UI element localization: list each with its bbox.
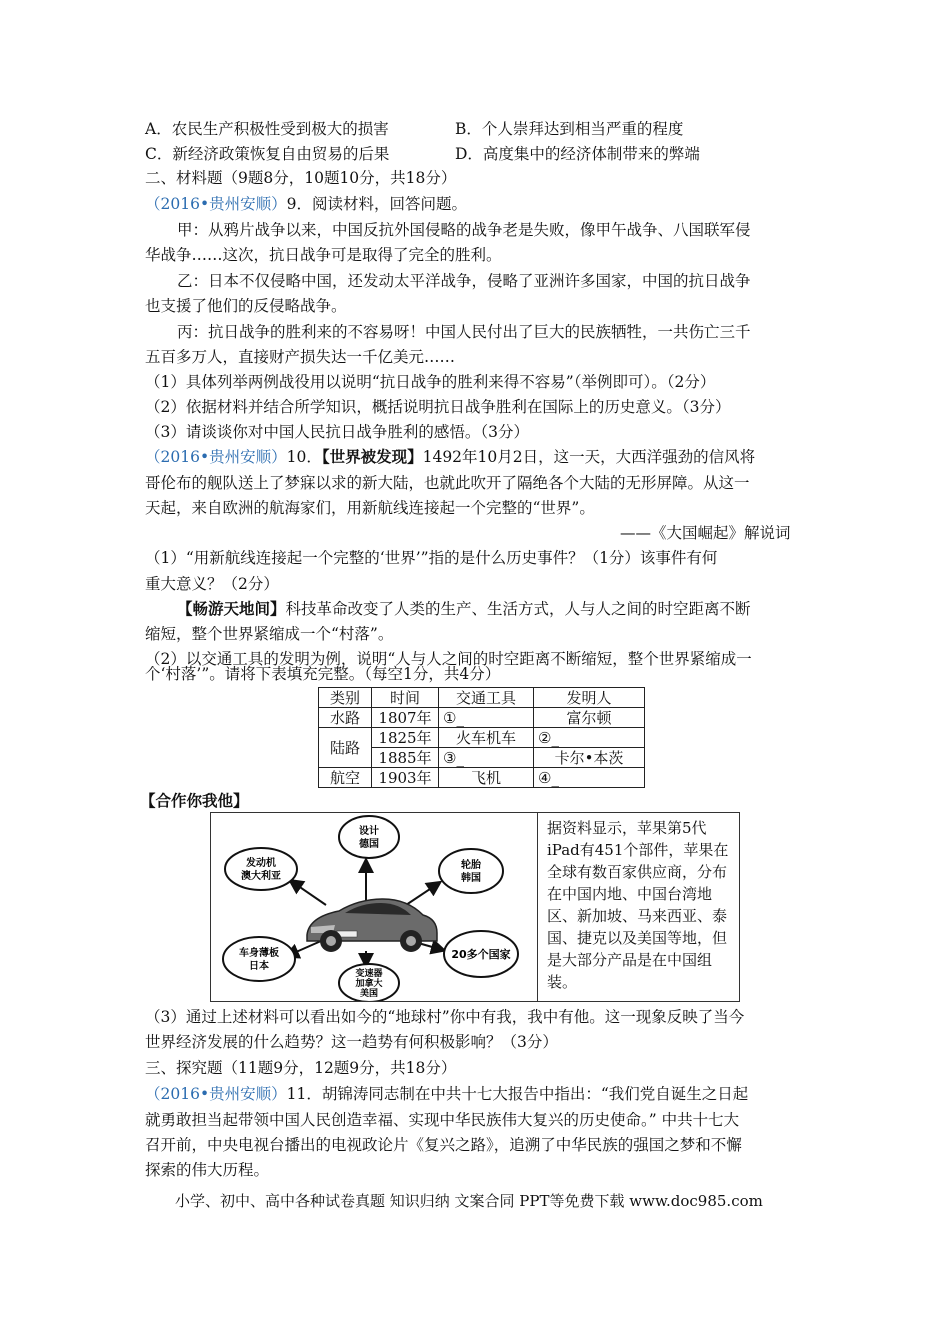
table-inventor: 卡尔•本茨: [534, 748, 645, 768]
q10-para2: [177, 598, 751, 620]
section2-title: 二、材料题（9题8分，10题10分，共18分）: [145, 169, 457, 187]
q10-num: 10．: [286, 448, 322, 466]
q9-stem: 9．阅读材料，回答问题。: [286, 195, 467, 213]
q9-jia-1: 甲：从鸦片战争以来，中国反抗外国侵略的战争老是失败，像甲午战争、八国联军侵: [177, 221, 751, 239]
q10-cite: ——《大国崛起》解说词: [620, 524, 791, 542]
option-c: C．新经济政策恢复自由贸易的后果: [145, 145, 390, 163]
q10-text1-2: 哥伦布的舰队送上了梦寐以求的新大陆，也就此吹开了隔绝各个大陆的无形屏障。从这一: [145, 474, 750, 492]
table-row: [319, 768, 645, 788]
countries-label: 20多个国家: [451, 948, 511, 961]
option-d: D．高度集中的经济体制带来的弊端: [455, 145, 700, 163]
table-blank-3: ③_: [439, 748, 534, 768]
q10-heading2: 【畅游天地间】: [177, 599, 286, 618]
table-header-cell: 交通工具: [439, 688, 534, 708]
q9-yi-2: 也支援了他们的反侵略战争。: [145, 297, 347, 315]
q9-jia-2: 华战争……这次，抗日战争可是取得了完全的胜利。: [145, 246, 502, 264]
car-icon: [307, 899, 437, 952]
table-row: [319, 708, 645, 728]
q11-text-4: 探索的伟大历程。: [145, 1161, 270, 1179]
body-label-2: 日本: [249, 961, 269, 972]
table-tool: 火车机车: [439, 728, 534, 748]
ipad-supply-note: 据资料显示，苹果第5代iPad有451个部件，苹果在全球有数百家供应商，分布在中国内地、中国台湾地区、新加坡、马来西亚、泰国、捷克以及美国等地，但是大部分产品是在中国组装。: [547, 819, 729, 991]
table-blank-2: ②_: [534, 728, 645, 748]
table-tool: 飞机: [439, 768, 534, 788]
q10-text1-3: 天起，来自欧洲的航海家们，用新航线连接起一个完整的“世界”。: [145, 499, 595, 517]
table-year: 1903年: [372, 768, 439, 788]
q10-heading1: 【世界被发现】: [321, 447, 423, 466]
q10-header: [145, 446, 755, 468]
table-header-row: [319, 688, 645, 708]
table-year: 1885年: [372, 748, 439, 768]
q10-sub1-1: （1）“用新航线连接起一个完整的‘世界’”指的是什么历史事件？（1分）该事件有何: [145, 549, 718, 567]
q9-sub3: （3）请谈谈你对中国人民抗日战争胜利的感悟。（3分）: [145, 423, 529, 441]
q9-sub1: （1）具体列举两例战役用以说明“抗日战争的胜利来得不容易”（举例即可）。（2分）: [145, 373, 716, 391]
tire-label-2: 韩国: [461, 873, 481, 884]
q9-source: （2016•贵州安顺）: [145, 195, 287, 213]
q9-bing-2: 五百多万人，直接财产损失达一千亿美元……: [145, 348, 456, 366]
engine-label-1: 发动机: [246, 858, 276, 869]
q10-heading3: 【合作你我他】: [140, 791, 249, 810]
table-category: 陆路: [319, 728, 372, 768]
table-year: 1825年: [372, 728, 439, 748]
q10-sub2-2: 个‘村落’”。请将下表填充完整。（每空1分，共4分）: [145, 665, 501, 683]
design-label-2: 德国: [359, 839, 379, 850]
car-parts-svg: [211, 813, 537, 1001]
tire-label-1: 轮胎: [461, 860, 481, 871]
q10-text1-1: 1492年10月2日，这一天，大西洋强劲的信风将: [422, 448, 756, 466]
table-category: 航空: [319, 768, 372, 788]
q10-sub3-2: 世界经济发展的什么趋势？这一趋势有何积极影响？（3分）: [145, 1033, 558, 1051]
q11-text-2: 就勇敢担当起带领中国人民创造幸福、实现中华民族伟大复兴的历史使命。” 中共十七大: [145, 1111, 740, 1129]
table-category: 水路: [319, 708, 372, 728]
table-blank-4: ④_: [534, 768, 645, 788]
table-blank-1: ①_: [439, 708, 534, 728]
body-label-1: 车身薄板: [239, 948, 279, 959]
table-header-cell: 时间: [372, 688, 439, 708]
q9-bing-1: 丙：抗日战争的胜利来的不容易呀！中国人民付出了巨大的民族牺牲，一共伤亡三千: [177, 323, 751, 341]
q9-header: [145, 193, 467, 215]
q10-sub1-2: 重大意义？（2分）: [145, 575, 279, 593]
q10-sub2-1: （2）以交通工具的发明为例，说明“人与人之间的时空距离不断缩短，整个世界紧缩成一: [145, 650, 752, 668]
option-b: B．个人崇拜达到相当严重的程度: [455, 120, 684, 138]
q10-sub3-1: （3）通过上述材料可以看出如今的“地球村”你中有我，我中有他。这一现象反映了当今: [145, 1008, 745, 1026]
q11-header: [145, 1083, 748, 1105]
table-inventor: 富尔顿: [534, 708, 645, 728]
supply-chain-figure: [210, 812, 740, 1002]
gearbox-label-1: 变速器: [355, 969, 383, 979]
q11-source: （2016•贵州安顺）: [145, 1085, 287, 1103]
q11-text-3: 召开前，中央电视台播出的电视政论片《复兴之路》，追溯了中华民族的强国之梦和不懈: [145, 1136, 742, 1154]
table-header-cell: 类别: [319, 688, 372, 708]
q10-text2-2: 缩短，整个世界紧缩成一个“村落”。: [145, 625, 394, 643]
inventions-table: [318, 687, 645, 788]
car-parts-diagram: [211, 813, 538, 1001]
gearbox-label-2: 加拿大: [355, 979, 383, 989]
q9-sub2: （2）依据材料并结合所学知识，概括说明抗日战争胜利在国际上的历史意义。（3分）: [145, 398, 731, 416]
page-footer: 小学、初中、高中各种试卷真题 知识归纳 文案合同 PPT等免费下载 www.doc985.com: [175, 1192, 763, 1210]
q11-text-1: 11．胡锦涛同志制在中共十七大报告中指出：“我们党自诞生之日起: [286, 1085, 749, 1103]
option-a: A．农民生产积极性受到极大的损害: [145, 120, 389, 138]
section3-title: 三、探究题（11题9分，12题9分，共18分）: [145, 1059, 457, 1077]
table-year: 1807年: [372, 708, 439, 728]
design-label-1: 设计: [359, 826, 379, 837]
table-row: [319, 728, 645, 748]
q9-yi-1: 乙：日本不仅侵略中国，还发动太平洋战争，侵略了亚洲许多国家，中国的抗日战争: [177, 272, 751, 290]
engine-label-2: 澳大利亚: [241, 871, 281, 882]
gearbox-label-3: 美国: [359, 989, 379, 999]
table-header-cell: 发明人: [534, 688, 645, 708]
q10-text2-1: 科技革命改变了人类的生产、生活方式，人与人之间的时空距离不断: [285, 600, 751, 618]
q10-source: （2016•贵州安顺）: [145, 448, 287, 466]
